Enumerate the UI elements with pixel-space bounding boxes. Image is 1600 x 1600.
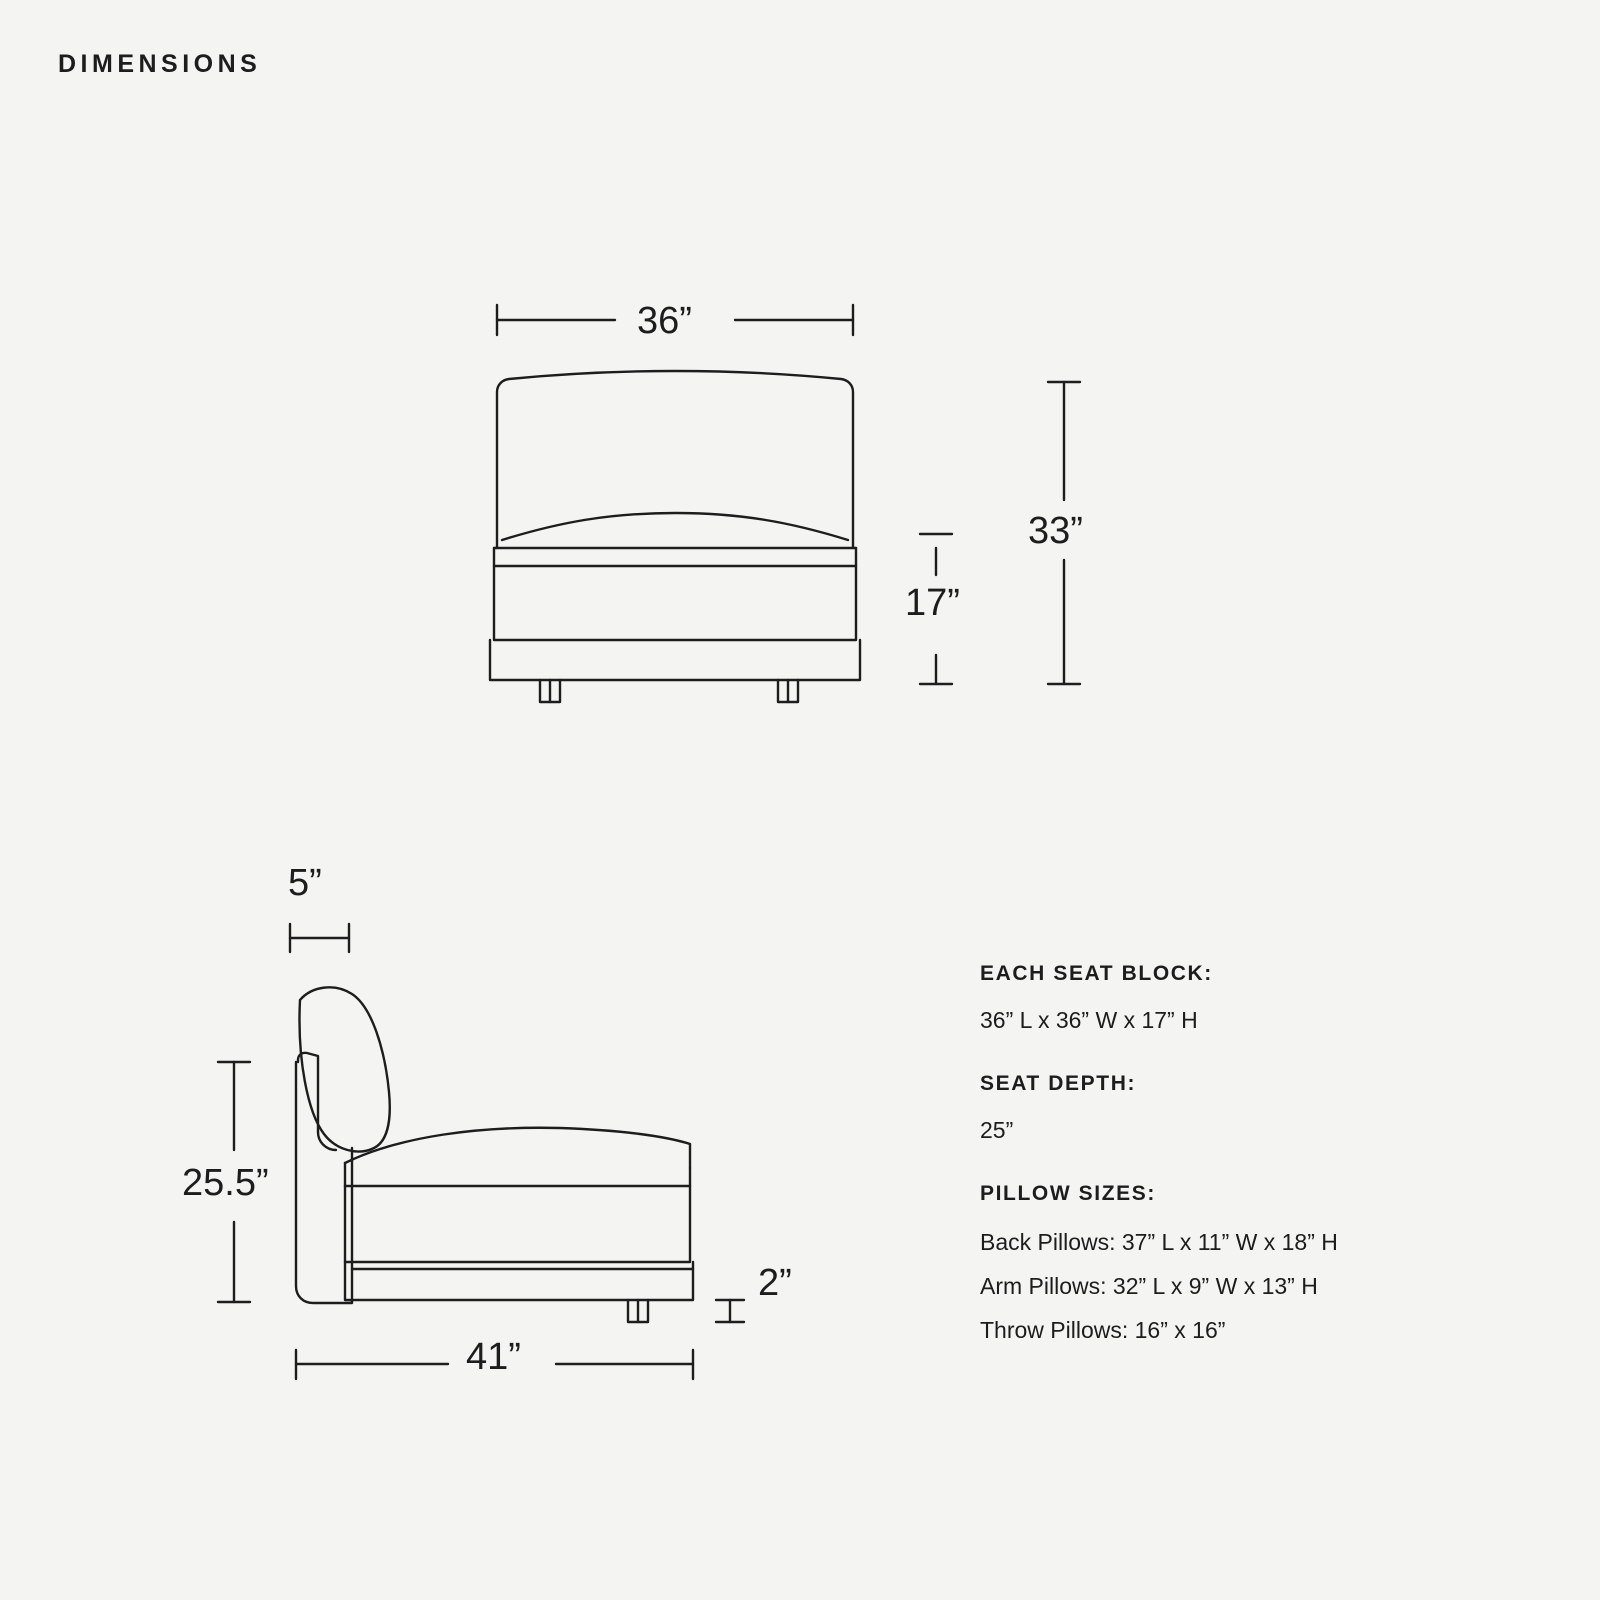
spec-line: 36” L x 36” W x 17” H <box>980 1007 1198 1033</box>
dim-label-back-height: 25.5” <box>182 1162 269 1204</box>
spec-line-back-pillows: Back Pillows: 37” L x 11” W x 18” H <box>980 1228 1338 1255</box>
dim-label-depth: 41” <box>466 1336 521 1378</box>
dim-leg-height-2 <box>716 1300 744 1322</box>
dim-label-width: 36” <box>637 300 692 342</box>
dim-back-thickness-5 <box>290 924 349 952</box>
spec-group-seat-depth <box>980 1072 1520 1152</box>
spec-heading: PILLOW SIZES: <box>980 1181 1156 1205</box>
spec-line: 25” <box>980 1116 1014 1143</box>
spec-line-arm-pillows: Arm Pillows: 32” L x 9” W x 13” H <box>980 1272 1318 1299</box>
spec-group-pillow-sizes <box>980 1182 1520 1352</box>
dim-label-back-thickness: 5” <box>288 862 322 904</box>
front-view-seat <box>490 371 860 702</box>
specs-panel <box>980 962 1520 1382</box>
side-view-seat <box>296 987 693 1322</box>
dim-label-seat-height: 17” <box>905 582 960 624</box>
dim-label-leg-height: 2” <box>758 1262 792 1304</box>
spec-group-each-seat-block <box>980 962 1520 1042</box>
spec-heading: SEAT DEPTH: <box>980 1071 1137 1095</box>
spec-heading: EACH SEAT BLOCK: <box>980 962 1213 985</box>
page-title: DIMENSIONS <box>58 50 262 78</box>
spec-line-throw-pillows: Throw Pillows: 16” x 16” <box>980 1317 1226 1344</box>
dim-label-overall-height: 33” <box>1028 510 1083 552</box>
